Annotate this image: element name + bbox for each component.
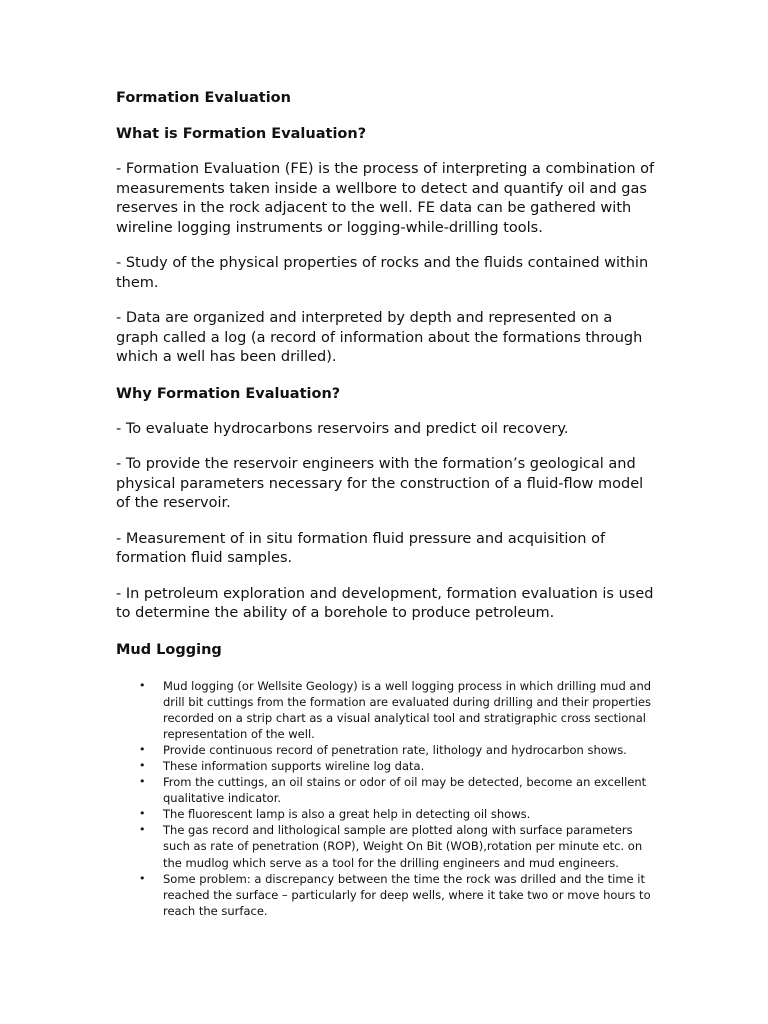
bullet-icon: •	[139, 678, 146, 692]
why-paragraph: - To evaluate hydrocarbons reservoirs and predict oil recovery.	[116, 420, 569, 437]
mud-logging-heading: Mud Logging	[116, 641, 222, 658]
bullet-icon: •	[139, 807, 146, 821]
why-paragraph: - To provide the reservoir engineers with the formation’s geological and physical parameters necessary for the construction of a fluid-flow model of the reservoir.	[116, 456, 644, 511]
list-item-text: The fluorescent lamp is also a great help in detecting oil shows.	[163, 807, 531, 822]
bullet-icon: •	[139, 871, 146, 885]
why-paragraph: - Measurement of in situ formation fluid pressure and acquisition of formation fluid samples.	[116, 530, 606, 566]
list-item	[116, 822, 656, 870]
list-item	[116, 871, 656, 919]
mud-logging-list	[116, 678, 656, 919]
what-heading: What is Formation Evaluation?	[116, 126, 367, 142]
bullet-icon: •	[139, 758, 146, 772]
what-paragraph: - Study of the physical properties of rocks and the fluids contained within them.	[116, 255, 649, 291]
what-paragraph: - Formation Evaluation (FE) is the process of interpreting a combination of measurements taken inside a wellbore to detect and quantify oil and gas reserves in the rock adjacent to the well. FE data can be gathered with wireline logging instruments or logging-while-drilling tools.	[116, 161, 655, 236]
what-paragraph: - Data are organized and interpreted by depth and represented on a graph called a log (a record of information about the formations through which a well has been drilled).	[116, 310, 643, 365]
document-title: Formation Evaluation	[116, 90, 291, 106]
list-item	[116, 678, 656, 742]
bullet-icon: •	[139, 775, 146, 789]
list-item-text: Some problem: a discrepancy between the time the rock was drilled and the time it reached the surface – particularly for deep wells, where it take two or move hours to reach the surface.	[163, 871, 651, 918]
list-item-text: These information supports wireline log data.	[163, 758, 425, 773]
list-item	[116, 806, 656, 822]
list-item-text: Provide continuous record of penetration rate, lithology and hydrocarbon shows.	[163, 742, 627, 757]
list-item	[116, 758, 656, 774]
list-item	[116, 774, 656, 806]
why-paragraph: - In petroleum exploration and development, formation evaluation is used to determine the ability of a borehole to produce petroleum.	[116, 585, 654, 621]
list-item	[116, 742, 656, 758]
list-item-text: From the cuttings, an oil stains or odor of oil may be detected, become an excellent qualitative indicator.	[163, 775, 647, 806]
why-heading: Why Formation Evaluation?	[116, 385, 341, 402]
bullet-icon: •	[139, 742, 146, 756]
list-item-text: The gas record and lithological sample are plotted along with surface parameters such as rate of penetration (ROP), Weight On Bit (WOB),rotation per minute etc. on the mudlog which serve as a tool for the drilling engineers and mud engineers.	[163, 823, 643, 870]
bullet-icon: •	[139, 823, 146, 837]
document-page	[116, 88, 656, 919]
list-item-text: Mud logging (or Wellsite Geology) is a well logging process in which drilling mud and drill bit cuttings from the formation are evaluated during drilling and their properties recorded on a strip chart as a visual analytical tool and stratigraphic cross sectional representation of the well.	[163, 678, 652, 741]
